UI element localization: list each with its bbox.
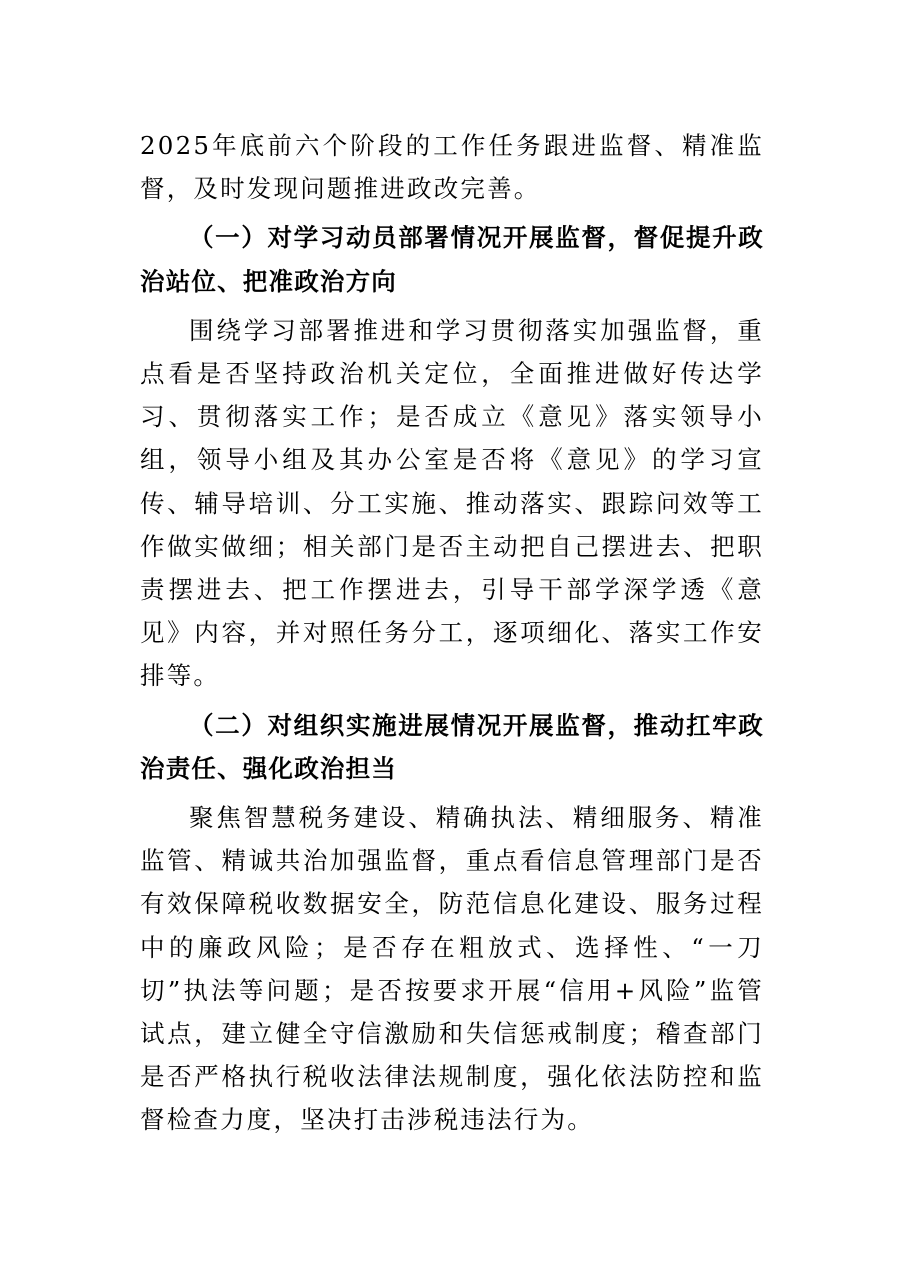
section-1-heading: （一）对学习动员部署情况开展监督，督促提升政治站位、把准政治方向 — [140, 223, 764, 296]
section-2-heading: （二）对组织实施进展情况开展监督，推动扛牢政治责任、强化政治担当 — [140, 710, 764, 783]
section-1-body: 围绕学习部署推进和学习贯彻落实加强监督，重点看是否坚持政治机关定位，全面推进做好传达学习、贯彻落实工作；是否成立《意见》落实领导小组，领导小组及其办公室是否将《意见》的学习宣传、辅导培训、分工实施、推动落实、跟踪问效等工作做实做细；相关部门是否主动把自己摆进去、把职责摆进去、把工作摆进去，引导干部学深学透《意见》内容，并对照任务分工，逐项细化、落实工作安排等。 — [140, 315, 764, 691]
intro-paragraph: 2025年底前六个阶段的工作任务跟进监督、精准监督，及时发现问题推进政改完善。 — [140, 131, 764, 204]
section-2-body: 聚焦智慧税务建设、精确执法、精细服务、精准监管、精诚共治加强监督，重点看信息管理部门是否有效保障税收数据安全，防范信息化建设、服务过程中的廉政风险；是否存在粗放式、选择性、“一刀切”执法等问题；是否按要求开展“信用+风险”监管试点，建立健全守信激励和失信惩戒制度；稽查部门是否严格执行税收法律法规制度，强化依法防控和监督检查力度，坚决打击涉税违法行为。 — [140, 803, 764, 1135]
document-body — [140, 124, 764, 1142]
